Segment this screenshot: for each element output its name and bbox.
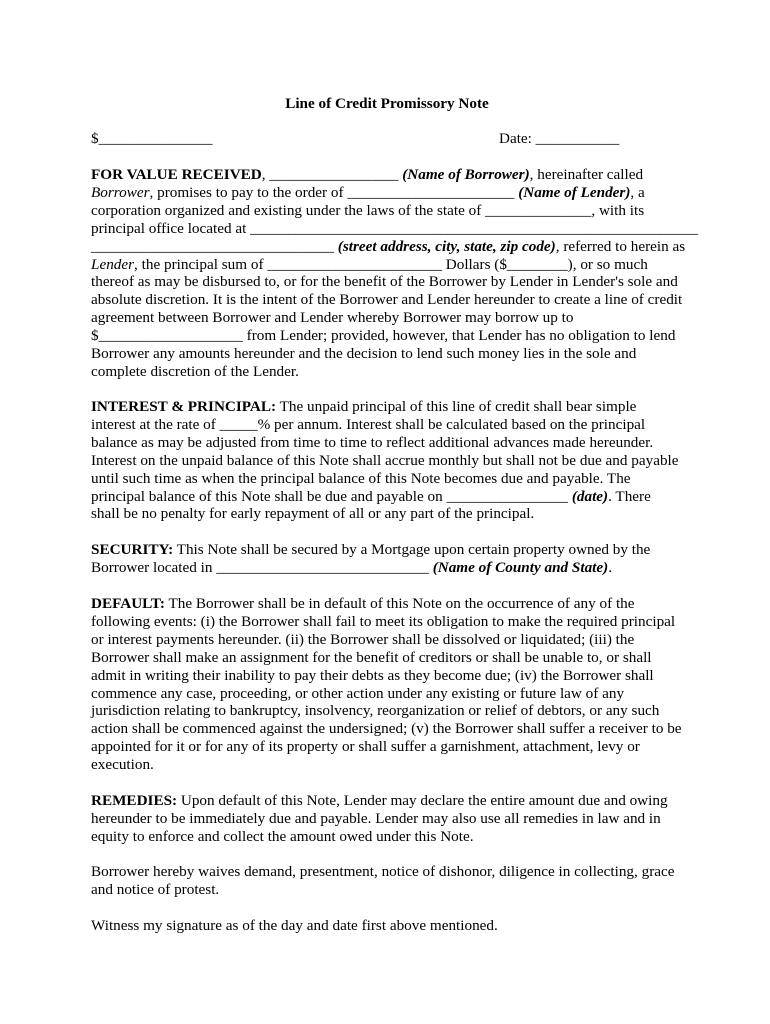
text-run: , hereinafter called <box>529 166 644 183</box>
witness-paragraph <box>91 917 687 935</box>
paragraph-heading: FOR VALUE RECEIVED <box>91 166 262 183</box>
text-run: . <box>608 558 612 576</box>
for-value-received-paragraph <box>91 166 699 381</box>
text-line <box>91 184 687 202</box>
lender-name-label: (Name of Lender) <box>518 183 631 201</box>
remedies-paragraph <box>91 792 687 846</box>
text-line: jurisdiction relating to bankruptcy, insolvency, reorganization or relief of debtors, or any such <box>91 702 660 720</box>
text-line <box>91 256 687 274</box>
text-run: The unpaid principal of this line of credit shall bear simple <box>276 398 637 415</box>
text-run: Upon default of this Note, Lender may declare the entire amount due and owing <box>177 792 668 809</box>
text-line: following events: (i) the Borrower shall fail to meet its obligation to make the required principal <box>91 612 676 630</box>
interest-principal-paragraph <box>91 398 687 523</box>
text-run: Borrower located in ____________________________ <box>91 558 433 576</box>
text-run: The Borrower shall be in default of this Note on the occurrence of any of the <box>164 595 635 612</box>
amount-field: $_______________ <box>91 130 213 147</box>
defined-term: Borrower <box>91 183 150 201</box>
text-line <box>91 488 687 506</box>
text-line: Borrower shall make an assignment for the benefit of creditors or shall be unable to, or shall <box>91 648 652 666</box>
security-paragraph <box>91 541 687 577</box>
text-line <box>91 166 687 184</box>
text-run: , promises to pay to the order of ______________________ <box>149 183 519 201</box>
text-line: Borrower any amounts hereunder and the decision to lend such money lies in the sole and <box>91 345 637 363</box>
address-label: (street address, city, state, zip code) <box>337 237 556 255</box>
text-run: . There <box>608 487 651 505</box>
text-line <box>91 595 687 613</box>
text-line: agreement between Borrower and Lender whereby Borrower may borrow up to <box>91 309 574 327</box>
paragraph-heading: REMEDIES: <box>91 792 178 809</box>
text-line: hereunder to be immediately due and payable. Lender may also use all remedies in law and in <box>91 809 661 827</box>
text-line: appointed for it or for any of its property or shall suffer a garnishment, attachment, levy or <box>91 738 640 756</box>
text-line: and notice of protest. <box>91 880 220 898</box>
text-line <box>91 541 687 559</box>
text-run: principal balance of this Note shall be due and payable on ________________ <box>91 487 572 505</box>
text-line: until such time as when the principal balance of this Note becomes due and payable. The <box>91 469 631 487</box>
county-state-label: (Name of County and State) <box>432 558 609 576</box>
text-run: , _________________ <box>261 166 403 183</box>
text-line: absolute discretion. It is the intent of the Borrower and Lender hereunder to create a line of credit <box>91 291 683 309</box>
borrower-name-label: (Name of Borrower) <box>402 166 530 183</box>
text-line <box>91 792 687 810</box>
date-field: Date: ___________ <box>499 130 620 147</box>
text-run: This Note shall be secured by a Mortgage upon certain property owned by the <box>173 541 651 558</box>
text-line <box>91 398 687 416</box>
date-label: (date) <box>571 487 609 505</box>
text-line: thereof as may be disbursed to, or for the benefit of the Borrower by Lender in Lender's sole and <box>91 273 678 291</box>
document-title: Line of Credit Promissory Note <box>285 95 489 112</box>
text-line: corporation organized and existing under the laws of the state of ______________, with its <box>91 201 645 219</box>
defined-term: Lender <box>91 255 135 273</box>
text-line: admit in writing their inability to pay their debts as they become due; (iv) the Borrower shall <box>91 666 654 684</box>
text-line: equity to enforce and collect the amount owed under this Note. <box>91 827 474 845</box>
text-line: execution. <box>91 756 154 774</box>
text-line <box>91 559 687 577</box>
text-run: , referred to herein as <box>555 237 686 255</box>
text-line: or interest payments hereunder. (ii) the Borrower shall be dissolved or liquidated; (iii) the <box>91 630 635 648</box>
text-line: balance as may be adjusted from time to time to reflect additional advances made hereunder. <box>91 433 654 451</box>
text-line: Borrower hereby waives demand, presentment, notice of dishonor, diligence in collecting, grace <box>91 863 675 880</box>
paragraph-heading: DEFAULT: <box>91 595 165 612</box>
text-line: complete discretion of the Lender. <box>91 362 299 380</box>
waiver-paragraph <box>91 863 687 899</box>
text-line: $___________________ from Lender; provided, however, that Lender has no obligation to lend <box>91 327 676 345</box>
text-line: shall be no penalty for early repayment of all or any part of the principal. <box>91 505 535 523</box>
text-line <box>91 238 687 256</box>
text-run: , the principal sum of _______________________ Dollars ($________), or so much <box>134 255 648 273</box>
paragraph-heading: SECURITY: <box>91 541 174 558</box>
text-line: Witness my signature as of the day and date first above mentioned. <box>91 917 498 934</box>
text-line: principal office located at ___________________________________________________________ <box>91 219 699 237</box>
default-paragraph <box>91 595 687 774</box>
text-line: Interest on the unpaid balance of this Note shall accrue monthly but shall not be due and payable <box>91 451 679 469</box>
paragraph-heading: INTEREST & PRINCIPAL: <box>91 398 277 415</box>
text-line: commence any case, proceeding, or other action under any existing or future law of any <box>91 684 625 702</box>
text-run: ________________________________ <box>91 237 338 255</box>
text-line: action shall be commenced against the undersigned; (v) the Borrower shall suffer a receiver to be <box>91 720 682 738</box>
text-run: , a <box>630 183 645 201</box>
text-line: interest at the rate of _____% per annum. Interest shall be calculated based on the principal <box>91 415 646 433</box>
